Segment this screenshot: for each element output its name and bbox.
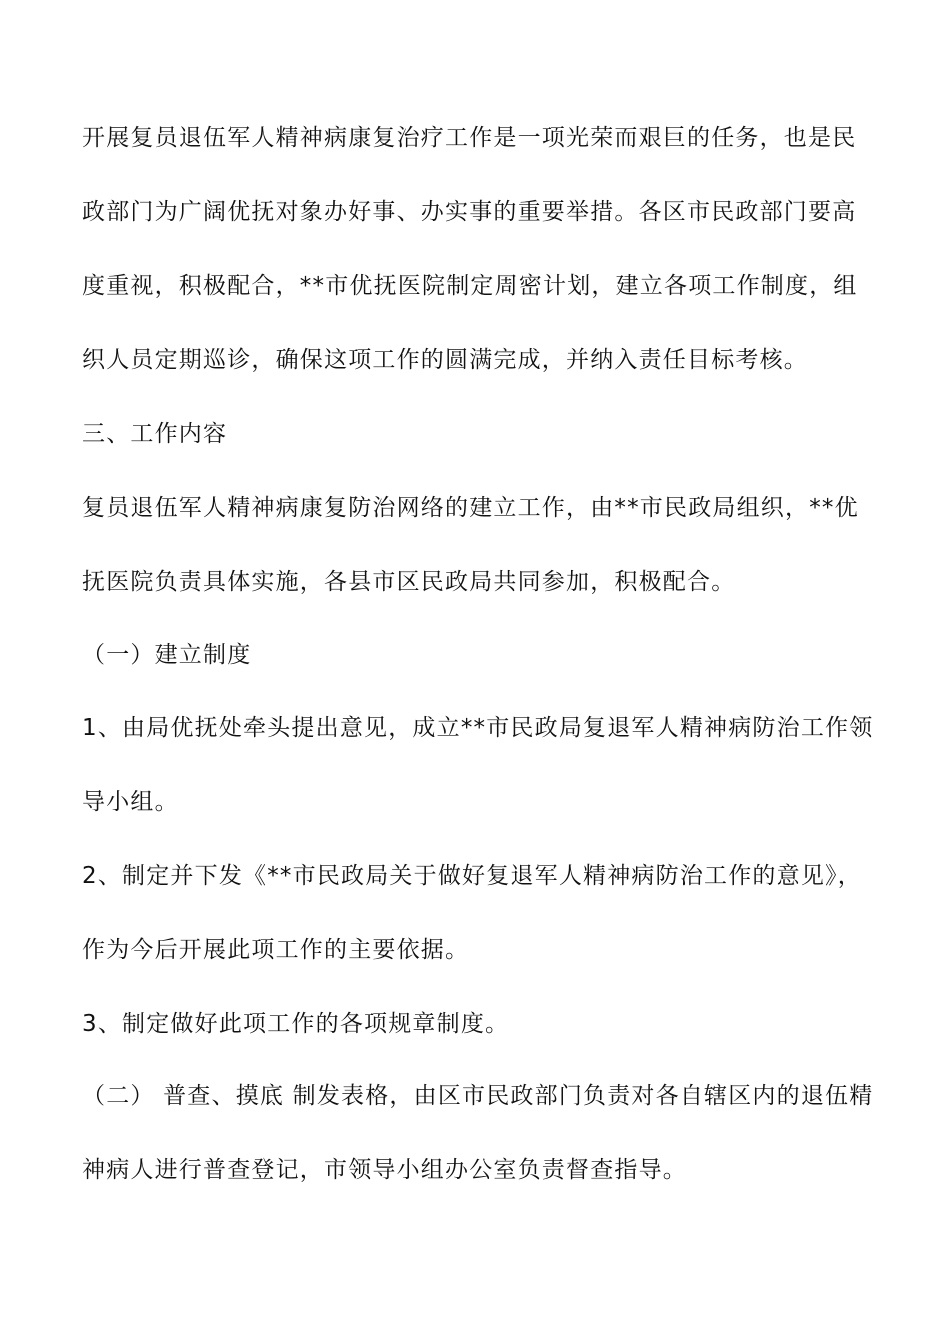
paragraph-line: 复员退伍军人精神病康复防治网络的建立工作，由**市民政局组织，**优 (82, 495, 859, 521)
list-item-line: 1、由局优抚处牵头提出意见，成立**市民政局复退军人精神病防治工作领 (82, 715, 874, 741)
subsection-line: （二） 普查、摸底 制发表格，由区市民政部门负责对各自辖区内的退伍精 (82, 1083, 874, 1109)
list-item-line: 作为今后开展此项工作的主要依据。 (82, 937, 470, 963)
paragraph-line: 度重视，积极配合，**市优抚医院制定周密计划，建立各项工作制度，组 (82, 273, 858, 299)
list-item-line: 3、制定做好此项工作的各项规章制度。 (82, 1011, 510, 1037)
paragraph-line: 开展复员退伍军人精神病康复治疗工作是一项光荣而艰巨的任务，也是民 (82, 125, 857, 151)
section-heading: 三、工作内容 (82, 421, 228, 447)
paragraph-line: 神病人进行普查登记，市领导小组办公室负责督查指导。 (82, 1157, 687, 1183)
paragraph-line: 政部门为广阔优抚对象办好事、办实事的重要举措。各区市民政部门要高 (82, 199, 857, 225)
subsection-heading: （一）建立制度 (82, 642, 252, 668)
paragraph-line: 抚医院负责具体实施，各县市区民政局共同参加，积极配合。 (82, 569, 736, 595)
list-item-line: 导小组。 (82, 789, 179, 815)
paragraph-line: 织人员定期巡诊，确保这项工作的圆满完成，并纳入责任目标考核。 (82, 347, 808, 373)
list-item-line: 2、制定并下发《**市民政局关于做好复退军人精神病防治工作的意见》， (82, 863, 862, 889)
